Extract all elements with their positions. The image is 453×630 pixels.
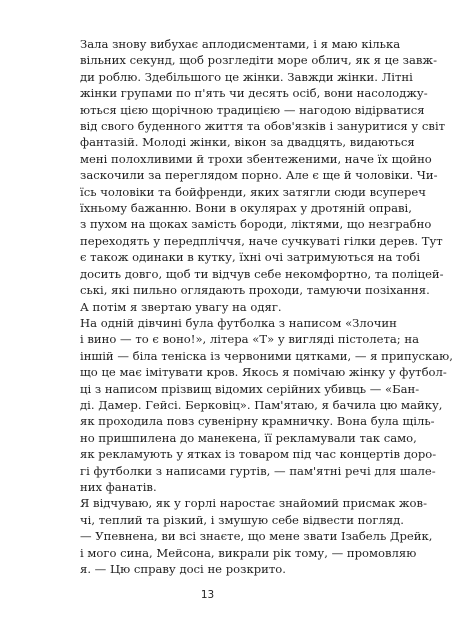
text-line: досить довго, щоб ти відчув себе некомфортно, та поліцей- <box>80 266 444 281</box>
text-line: ді. Дамер. Гейсі. Берковіц». Пам'ятаю, я бачила цю майку, <box>80 397 443 412</box>
text-line: ди роблю. Здебільшого це жінки. Завжди жінки. Літні <box>80 69 413 84</box>
page-number: 13 <box>200 589 215 601</box>
text-line: Я відчуваю, як у горлі наростає знайомий присмак жов- <box>80 496 427 511</box>
text-line: переходять у передпліччя, наче сучкуваті гілки дерев. Тут <box>80 233 443 248</box>
text-line: Зала знову вибухає аплодисментами, і я маю кілька <box>80 37 401 51</box>
text-line: як рекламують у ятках із товаром під час концертів доро- <box>80 447 437 462</box>
text-line: від свого буденного життя та обов'язків і зануритися у світ <box>80 119 446 134</box>
paragraph-2 <box>58 299 360 315</box>
text-line: вільних секунд, щоб розгледіти море облич, як я це завж- <box>80 53 438 68</box>
text-line: ються цією щорічною традицією — нагодою відірватися <box>80 102 425 117</box>
text-line: — Упевнена, ви всі знаєте, що мене звати Ізабель Дрейк, <box>80 529 433 544</box>
paragraph-1 <box>58 36 446 299</box>
text-line: іншій — біла теніска із червоними цятками, — я припускаю, <box>80 348 453 363</box>
text-line: що це має імітувати кров. Якось я помічаю жінку у футбол- <box>80 365 447 380</box>
page-body <box>58 36 453 577</box>
text-line: фантазій. Молоді жінки, вікон за двадцять, видаються <box>80 135 415 150</box>
text-line: їхньому бажанню. Вони в окулярах у дротяній оправі, <box>80 201 412 216</box>
text-line: заскочили за переглядом порно. Але є ще й чоловіки. Чи- <box>80 168 438 183</box>
text-line: є також одинаки в кутку, їхні очі затримуються на тобі <box>80 250 421 265</box>
paragraph-5 <box>58 528 433 577</box>
text-line: На одній дівчині була футболка з написом «Злочин <box>80 315 397 330</box>
text-line: мені полохливими й трохи збентеженими, наче їх щойно <box>80 151 432 166</box>
text-line: і мого сина, Мейсона, викрали рік тому, — промовляю <box>80 545 417 560</box>
text-line: ці з написом прізвищ відомих серійних убивць — «Бан- <box>80 381 420 396</box>
text-line: з пухом на щоках замість бороди, ліктями, що незграбно <box>80 217 432 232</box>
text-line: чі, теплий та різкий, і змушую себе відвести погляд. <box>80 512 404 527</box>
text-line: гі футболки з написами гуртів, — пам'ятні речі для шале- <box>80 463 436 478</box>
text-line: їсь чоловіки та бойфренди, яких затягли сюди всупереч <box>80 184 426 199</box>
text-line: жінки групами по п'ять чи десять осіб, вони насолоджу- <box>80 86 428 101</box>
text-line: ські, які пильно оглядають проходи, тамуючи позіхання. <box>80 283 430 298</box>
text-line: я. — Цю справу досі не розкрито. <box>80 562 286 576</box>
text-line: них фанатів. <box>80 479 157 494</box>
text-line: А потім я звертаю увагу на одяг. <box>80 299 282 314</box>
paragraph-4 <box>58 495 427 528</box>
text-line: як проходила повз сувенірну крамничку. Вона була щіль- <box>80 414 435 429</box>
text-line: но пришпилена до манекена, її рекламували так само, <box>80 430 417 445</box>
paragraph-3 <box>58 315 453 495</box>
text-line: і вино — то є воно!», літера «Т» у вигляді пістолета; на <box>80 332 420 347</box>
